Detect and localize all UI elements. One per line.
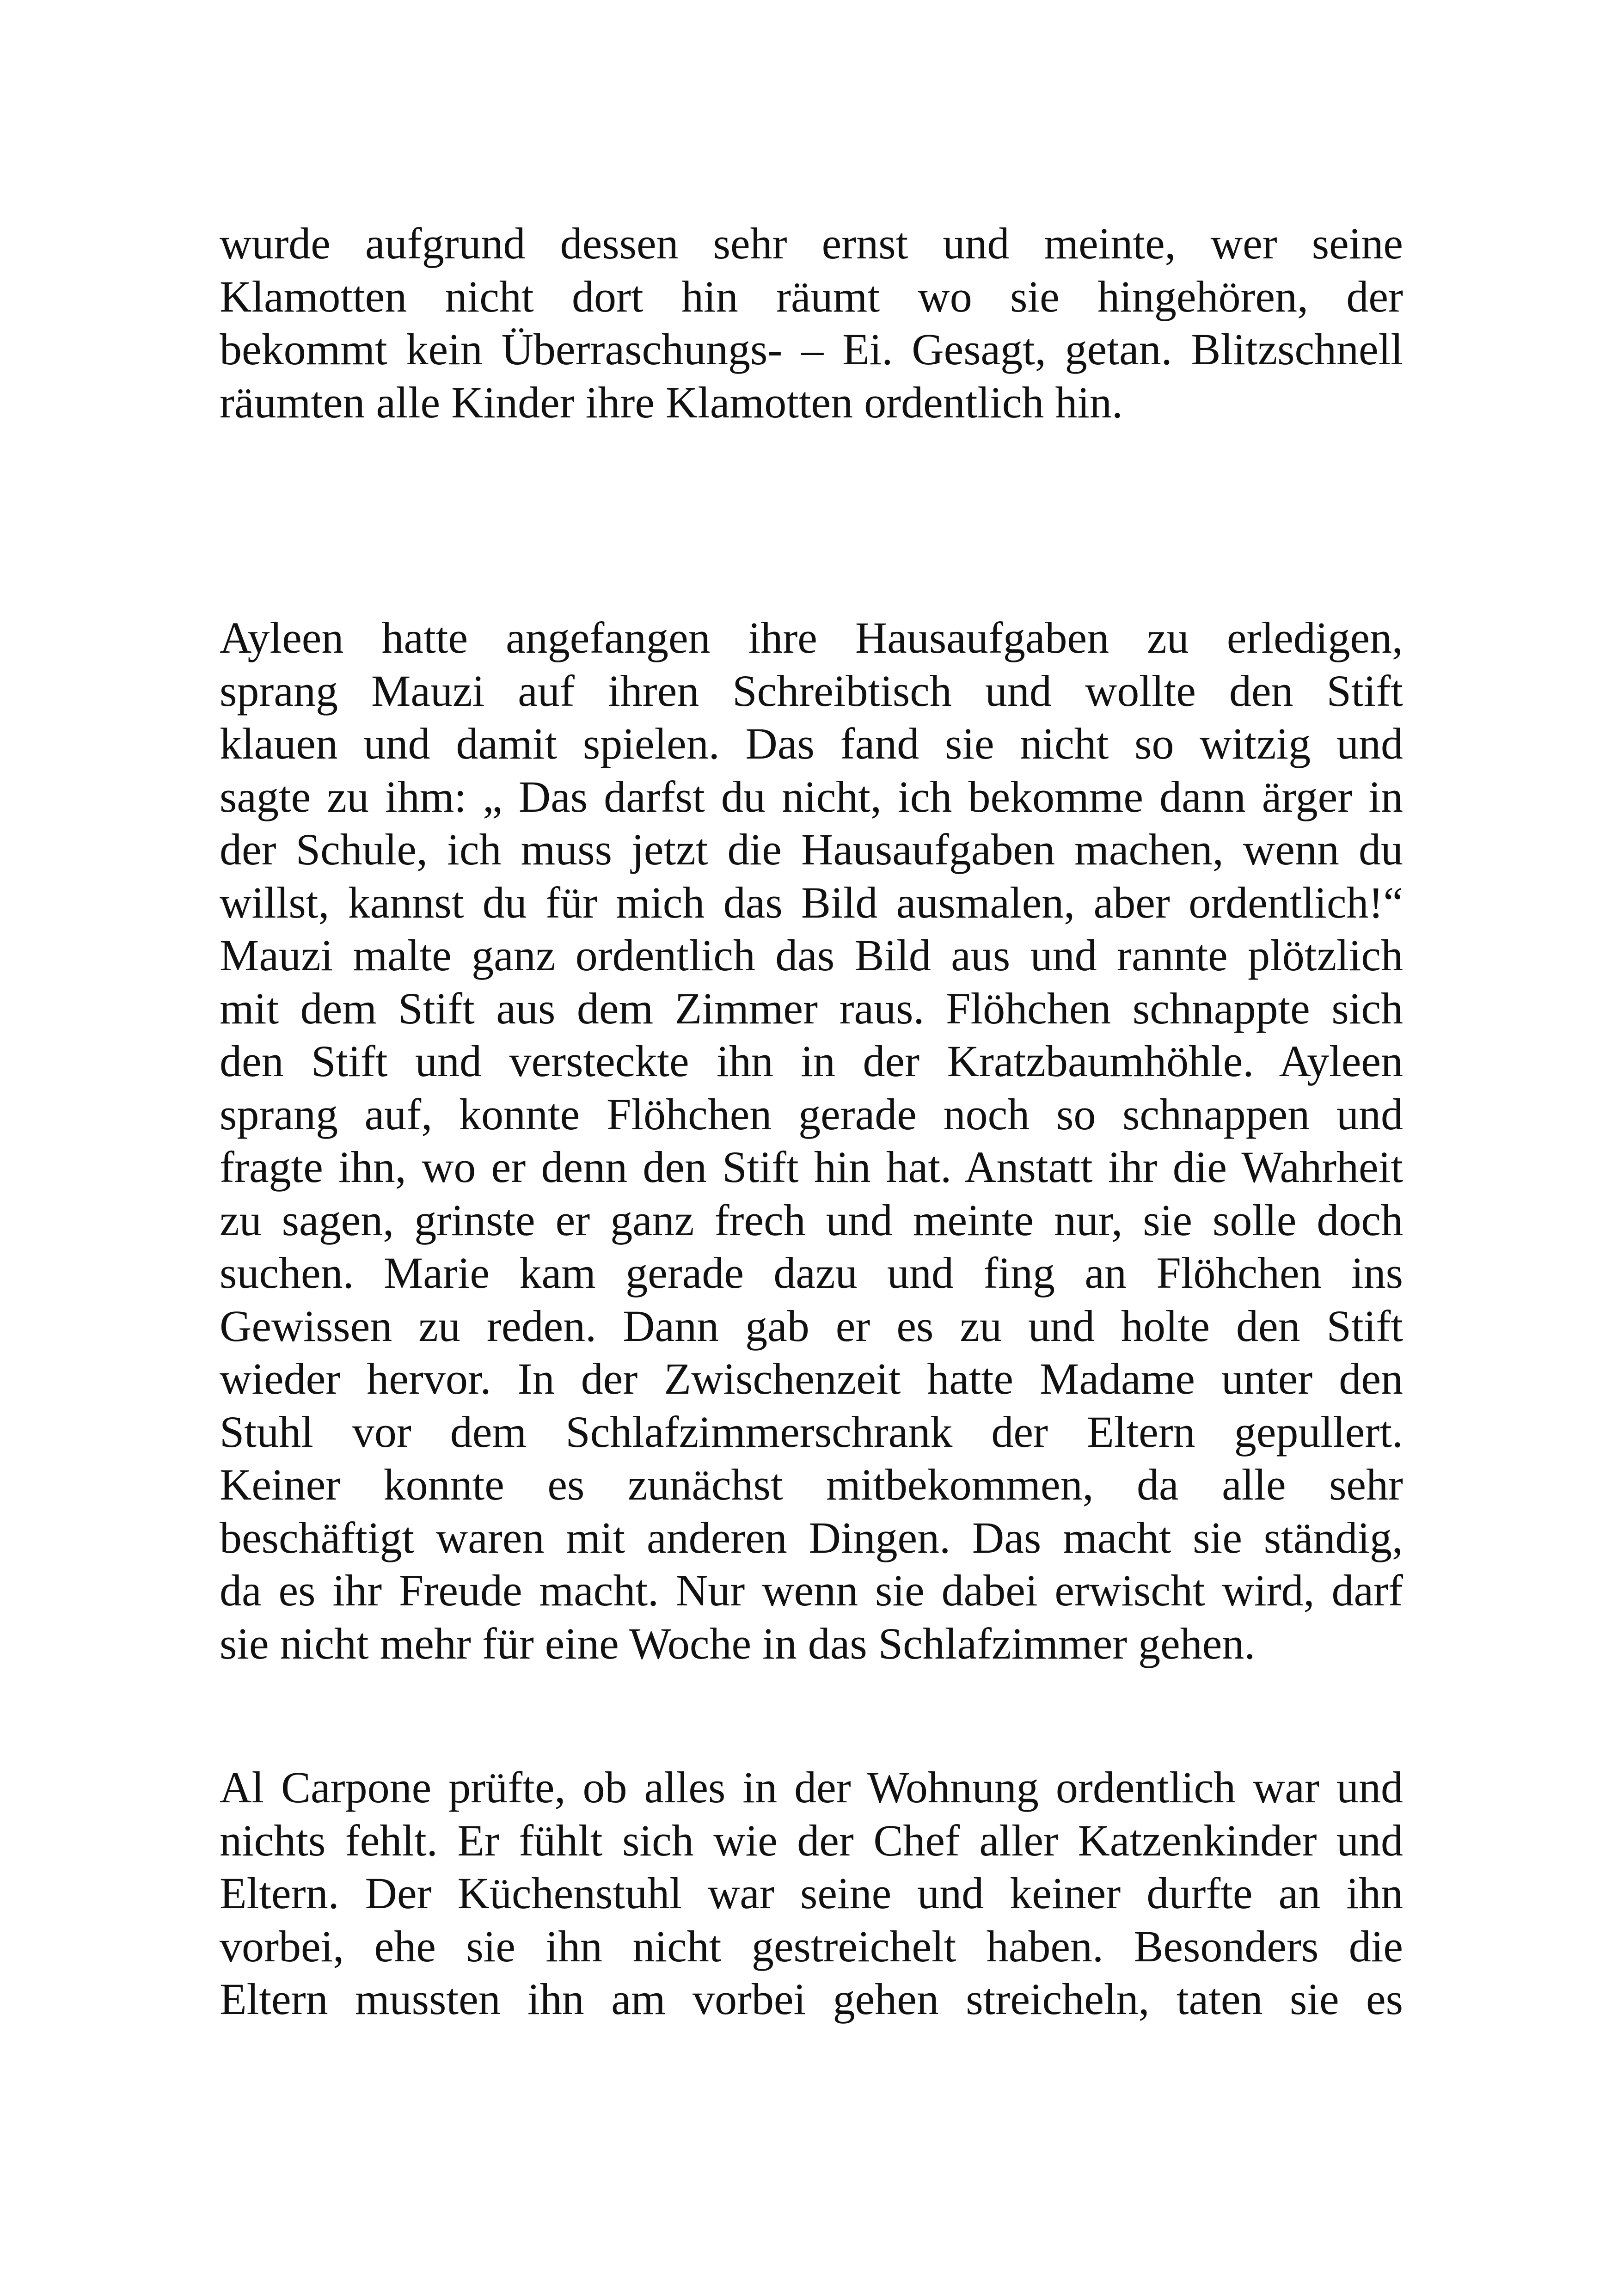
text-line: bekommt kein Überraschungs- – Ei. Gesagt, getan. Blitzschnell [220,325,1403,374]
text-line: Eltern. Der Küchenstuhl war seine und keiner durfte an ihn [220,1868,1403,1918]
text-line: da es ihr Freude macht. Nur wenn sie dabei erwischt wird, darf [220,1566,1403,1615]
text-line: den Stift und versteckte ihn in der Kratzbaumhöhle. Ayleen [220,1036,1403,1086]
text-line: nichts fehlt. Er fühlt sich wie der Chef aller Katzenkinder und [220,1815,1403,1865]
text-line: räumten alle Kinder ihre Klamotten ordentlich hin. [220,377,1123,427]
text-line: sagte zu ihm: „ Das darfst du nicht, ich bekomme dann ärger in [220,771,1403,821]
text-line: klauen und damit spielen. Das fand sie nicht so witzig und [220,719,1403,768]
text-line: sprang auf, konnte Flöhchen gerade noch so schnappen und [220,1089,1403,1139]
text-line: wieder hervor. In der Zwischenzeit hatte Madame unter den [220,1354,1403,1403]
text-line: beschäftigt waren mit anderen Dingen. Das macht sie ständig, [220,1512,1403,1562]
text-line: zu sagen, grinste er ganz frech und meinte nur, sie solle doch [220,1195,1403,1245]
text-line: mit dem Stift aus dem Zimmer raus. Flöhchen schnappte sich [220,983,1403,1033]
text-line: suchen. Marie kam gerade dazu und fing an Flöhchen ins [220,1248,1403,1298]
text-line: Eltern mussten ihn am vorbei gehen streicheln, taten sie es [220,1974,1403,2024]
text-line: Mauzi malte ganz ordentlich das Bild aus und rannte plötzlich [220,931,1403,980]
text-line: Keiner konnte es zunächst mitbekommen, da alle sehr [220,1460,1403,1509]
text-line: Ayleen hatte angefangen ihre Hausaufgaben zu erledigen, [220,613,1403,662]
text-line: Klamotten nicht dort hin räumt wo sie hingehören, der [220,271,1403,321]
paragraph-2 [220,612,1403,1670]
text-line: fragte ihn, wo er denn den Stift hin hat. Anstatt ihr die Wahrheit [220,1142,1403,1192]
text-line: sprang Mauzi auf ihren Schreibtisch und wollte den Stift [220,666,1403,716]
text-line: willst, kannst du für mich das Bild ausmalen, aber ordentlich!“ [220,877,1403,927]
text-line: vorbei, ehe sie ihn nicht gestreichelt haben. Besonders die [220,1921,1403,1971]
text-line: sie nicht mehr für eine Woche in das Schlafzimmer gehen. [220,1618,1256,1668]
text-line: Stuhl vor dem Schlafzimmerschrank der Eltern gepullert. [220,1407,1403,1457]
text-line: der Schule, ich muss jetzt die Hausaufgaben machen, wenn du [220,825,1403,874]
text-line: Al Carpone prüfte, ob alles in der Wohnung ordentlich war und [220,1763,1403,1812]
text-line: wurde aufgrund dessen sehr ernst und meinte, wer seine [220,219,1403,268]
paragraph-3 [220,1761,1403,2026]
paragraph-1 [220,217,1403,429]
text-line: Gewissen zu reden. Dann gab er es zu und holte den Stift [220,1301,1403,1351]
